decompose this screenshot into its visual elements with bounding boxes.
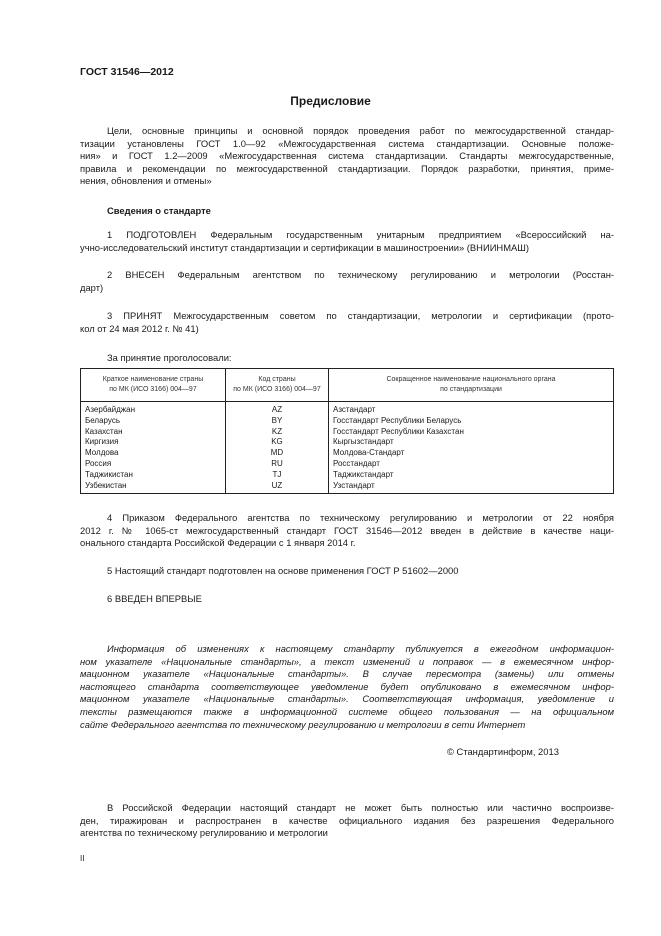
code-cell: KG bbox=[226, 437, 329, 448]
country-cell: Беларусь bbox=[81, 416, 226, 427]
text-line: 6 ВВЕДЕН ВПЕРВЫЕ bbox=[107, 593, 202, 604]
code-cell: KZ bbox=[226, 427, 329, 438]
text-line: Информация об изменениях к настоящему стандарту публикуется в ежегодном информацион- bbox=[107, 643, 614, 654]
text-line: мационном указателе «Национальные стандарты». В случае пересмотра (замены) или отмены bbox=[80, 668, 614, 680]
text-line: онального стандарта Российской Федерации с 1 января 2014 г. bbox=[80, 537, 356, 549]
code-cell: BY bbox=[226, 416, 329, 427]
header-line: по стандартизации bbox=[440, 386, 502, 393]
table-row bbox=[81, 437, 614, 448]
text-line: 4 Приказом Федерального агентства по техническому регулированию и метрологии от 22 ноября bbox=[107, 512, 614, 523]
body-cell: Росстандарт bbox=[329, 459, 614, 470]
item-4-paragraph bbox=[80, 512, 614, 550]
body-cell: Азстандарт bbox=[329, 402, 614, 416]
changes-notice-paragraph bbox=[80, 643, 614, 731]
text-line: ден, тиражирован и распространен в качестве официального издания без разрешения Федерального bbox=[80, 814, 614, 826]
country-cell: Молдова bbox=[81, 448, 226, 459]
item-1-paragraph bbox=[80, 229, 614, 254]
text-line: тексты размещаются также в информационной системе общего пользования — на официальном bbox=[80, 705, 614, 717]
table-row bbox=[81, 470, 614, 481]
item-2-paragraph bbox=[80, 269, 614, 294]
country-cell: Киргизия bbox=[81, 437, 226, 448]
text-line: 5 Настоящий стандарт подготовлен на основе применения ГОСТ Р 51602—2000 bbox=[107, 565, 459, 576]
rights-paragraph bbox=[80, 802, 614, 840]
item-6-paragraph bbox=[80, 593, 614, 606]
member-states-table bbox=[80, 368, 614, 494]
text-line: ния» и ГОСТ 1.2—2009 «Межгосударственная система стандартизации. Стандарты межгосударственные, bbox=[80, 150, 614, 162]
text-line: 2 ВНЕСЕН Федеральным агентством по техническому регулированию и метрологии (Росстан- bbox=[107, 269, 614, 280]
standard-id: ГОСТ 31546—2012 bbox=[80, 66, 174, 78]
voted-label: За принятие проголосовали: bbox=[107, 352, 232, 363]
text-line: агентства по техническому регулированию и метрологии bbox=[80, 827, 328, 839]
body-cell: Госстандарт Республики Казахстан bbox=[329, 427, 614, 438]
code-cell: TJ bbox=[226, 470, 329, 481]
country-cell: Россия bbox=[81, 459, 226, 470]
item-3-paragraph bbox=[80, 310, 614, 335]
text-line: 1 ПОДГОТОВЛЕН Федеральным государственным унитарным предприятием «Всероссийский на- bbox=[107, 229, 614, 240]
body-cell: Молдова-Стандарт bbox=[329, 448, 614, 459]
page-title: Предисловие bbox=[290, 94, 371, 108]
country-cell: Таджикистан bbox=[81, 470, 226, 481]
copyright-notice: © Стандартинформ, 2013 bbox=[447, 746, 559, 757]
country-cell: Казахстан bbox=[81, 427, 226, 438]
text-line: 2012 г. № 1065-ст межгосударственный стандарт ГОСТ 31546—2012 введен в действие в качестве наци- bbox=[80, 524, 614, 536]
table-row bbox=[81, 481, 614, 494]
body-cell: Таджикстандарт bbox=[329, 470, 614, 481]
text-line: учно-исследовательский институт стандартизации и сертификации в машиностроении» (ВНИИНМАШ) bbox=[80, 241, 529, 253]
text-line: дарт) bbox=[80, 281, 104, 293]
header-line: по МК (ИСО 3166) 004—97 bbox=[109, 386, 197, 393]
text-line: нения, обновления и отмены» bbox=[80, 175, 212, 187]
column-header-country bbox=[81, 369, 226, 402]
column-header-body bbox=[329, 369, 614, 402]
text-line: Цели, основные принципы и основной порядок проведения работ по межгосударственной стандар- bbox=[107, 125, 614, 136]
header-line: Сокращенное наименование национального органа bbox=[386, 376, 556, 383]
text-line: тизации установлены ГОСТ 1.0—92 «Межгосударственная система стандартизации. Основные положе- bbox=[80, 137, 614, 149]
code-cell: RU bbox=[226, 459, 329, 470]
text-line: 3 ПРИНЯТ Межгосударственным советом по стандартизации, метрологии и сертификации (прото- bbox=[107, 310, 614, 321]
table-row bbox=[81, 448, 614, 459]
text-line: мационном указателе «Национальные стандарты». Соответствующая информация, уведомление и bbox=[80, 693, 614, 705]
text-line: сайте Федерального агентства по техническому регулированию и метрологии в сети Интернет bbox=[80, 718, 526, 730]
code-cell: MD bbox=[226, 448, 329, 459]
body-cell: Кыргызстандарт bbox=[329, 437, 614, 448]
header-line: по МК (ИСО 3166) 004—97 bbox=[233, 386, 321, 393]
item-5-paragraph bbox=[80, 565, 614, 578]
text-line: кол от 24 мая 2012 г. № 41) bbox=[80, 322, 199, 334]
text-line: ном указателе «Национальные стандарты», а текст изменений и поправок — в ежемесячном инфор- bbox=[80, 655, 614, 667]
code-cell: AZ bbox=[226, 402, 329, 416]
body-cell: Госстандарт Республики Беларусь bbox=[329, 416, 614, 427]
table-header-row bbox=[81, 369, 614, 402]
text-line: настоящего стандарта соответствующее уведомление будет опубликовано в ежемесячном инфор- bbox=[80, 680, 614, 692]
table-row bbox=[81, 416, 614, 427]
country-cell: Узбекистан bbox=[81, 481, 226, 494]
table-row bbox=[81, 402, 614, 416]
intro-paragraph bbox=[80, 125, 614, 188]
text-line: В Российской Федерации настоящий стандарт не может быть полностью или частично воспроизве- bbox=[107, 802, 614, 813]
country-cell: Азербайджан bbox=[81, 402, 226, 416]
code-cell: UZ bbox=[226, 481, 329, 494]
header-line: Код страны bbox=[258, 376, 296, 383]
column-header-code bbox=[226, 369, 329, 402]
table-row bbox=[81, 459, 614, 470]
section-heading: Сведения о стандарте bbox=[107, 205, 211, 216]
body-cell: Узстандарт bbox=[329, 481, 614, 494]
table-row bbox=[81, 427, 614, 438]
header-line: Краткое наименование страны bbox=[102, 376, 204, 383]
text-line: правила и рекомендации по межгосударственной стандартизации. Порядок разработки, принятия, приме- bbox=[80, 162, 614, 174]
page-number: II bbox=[80, 854, 85, 863]
